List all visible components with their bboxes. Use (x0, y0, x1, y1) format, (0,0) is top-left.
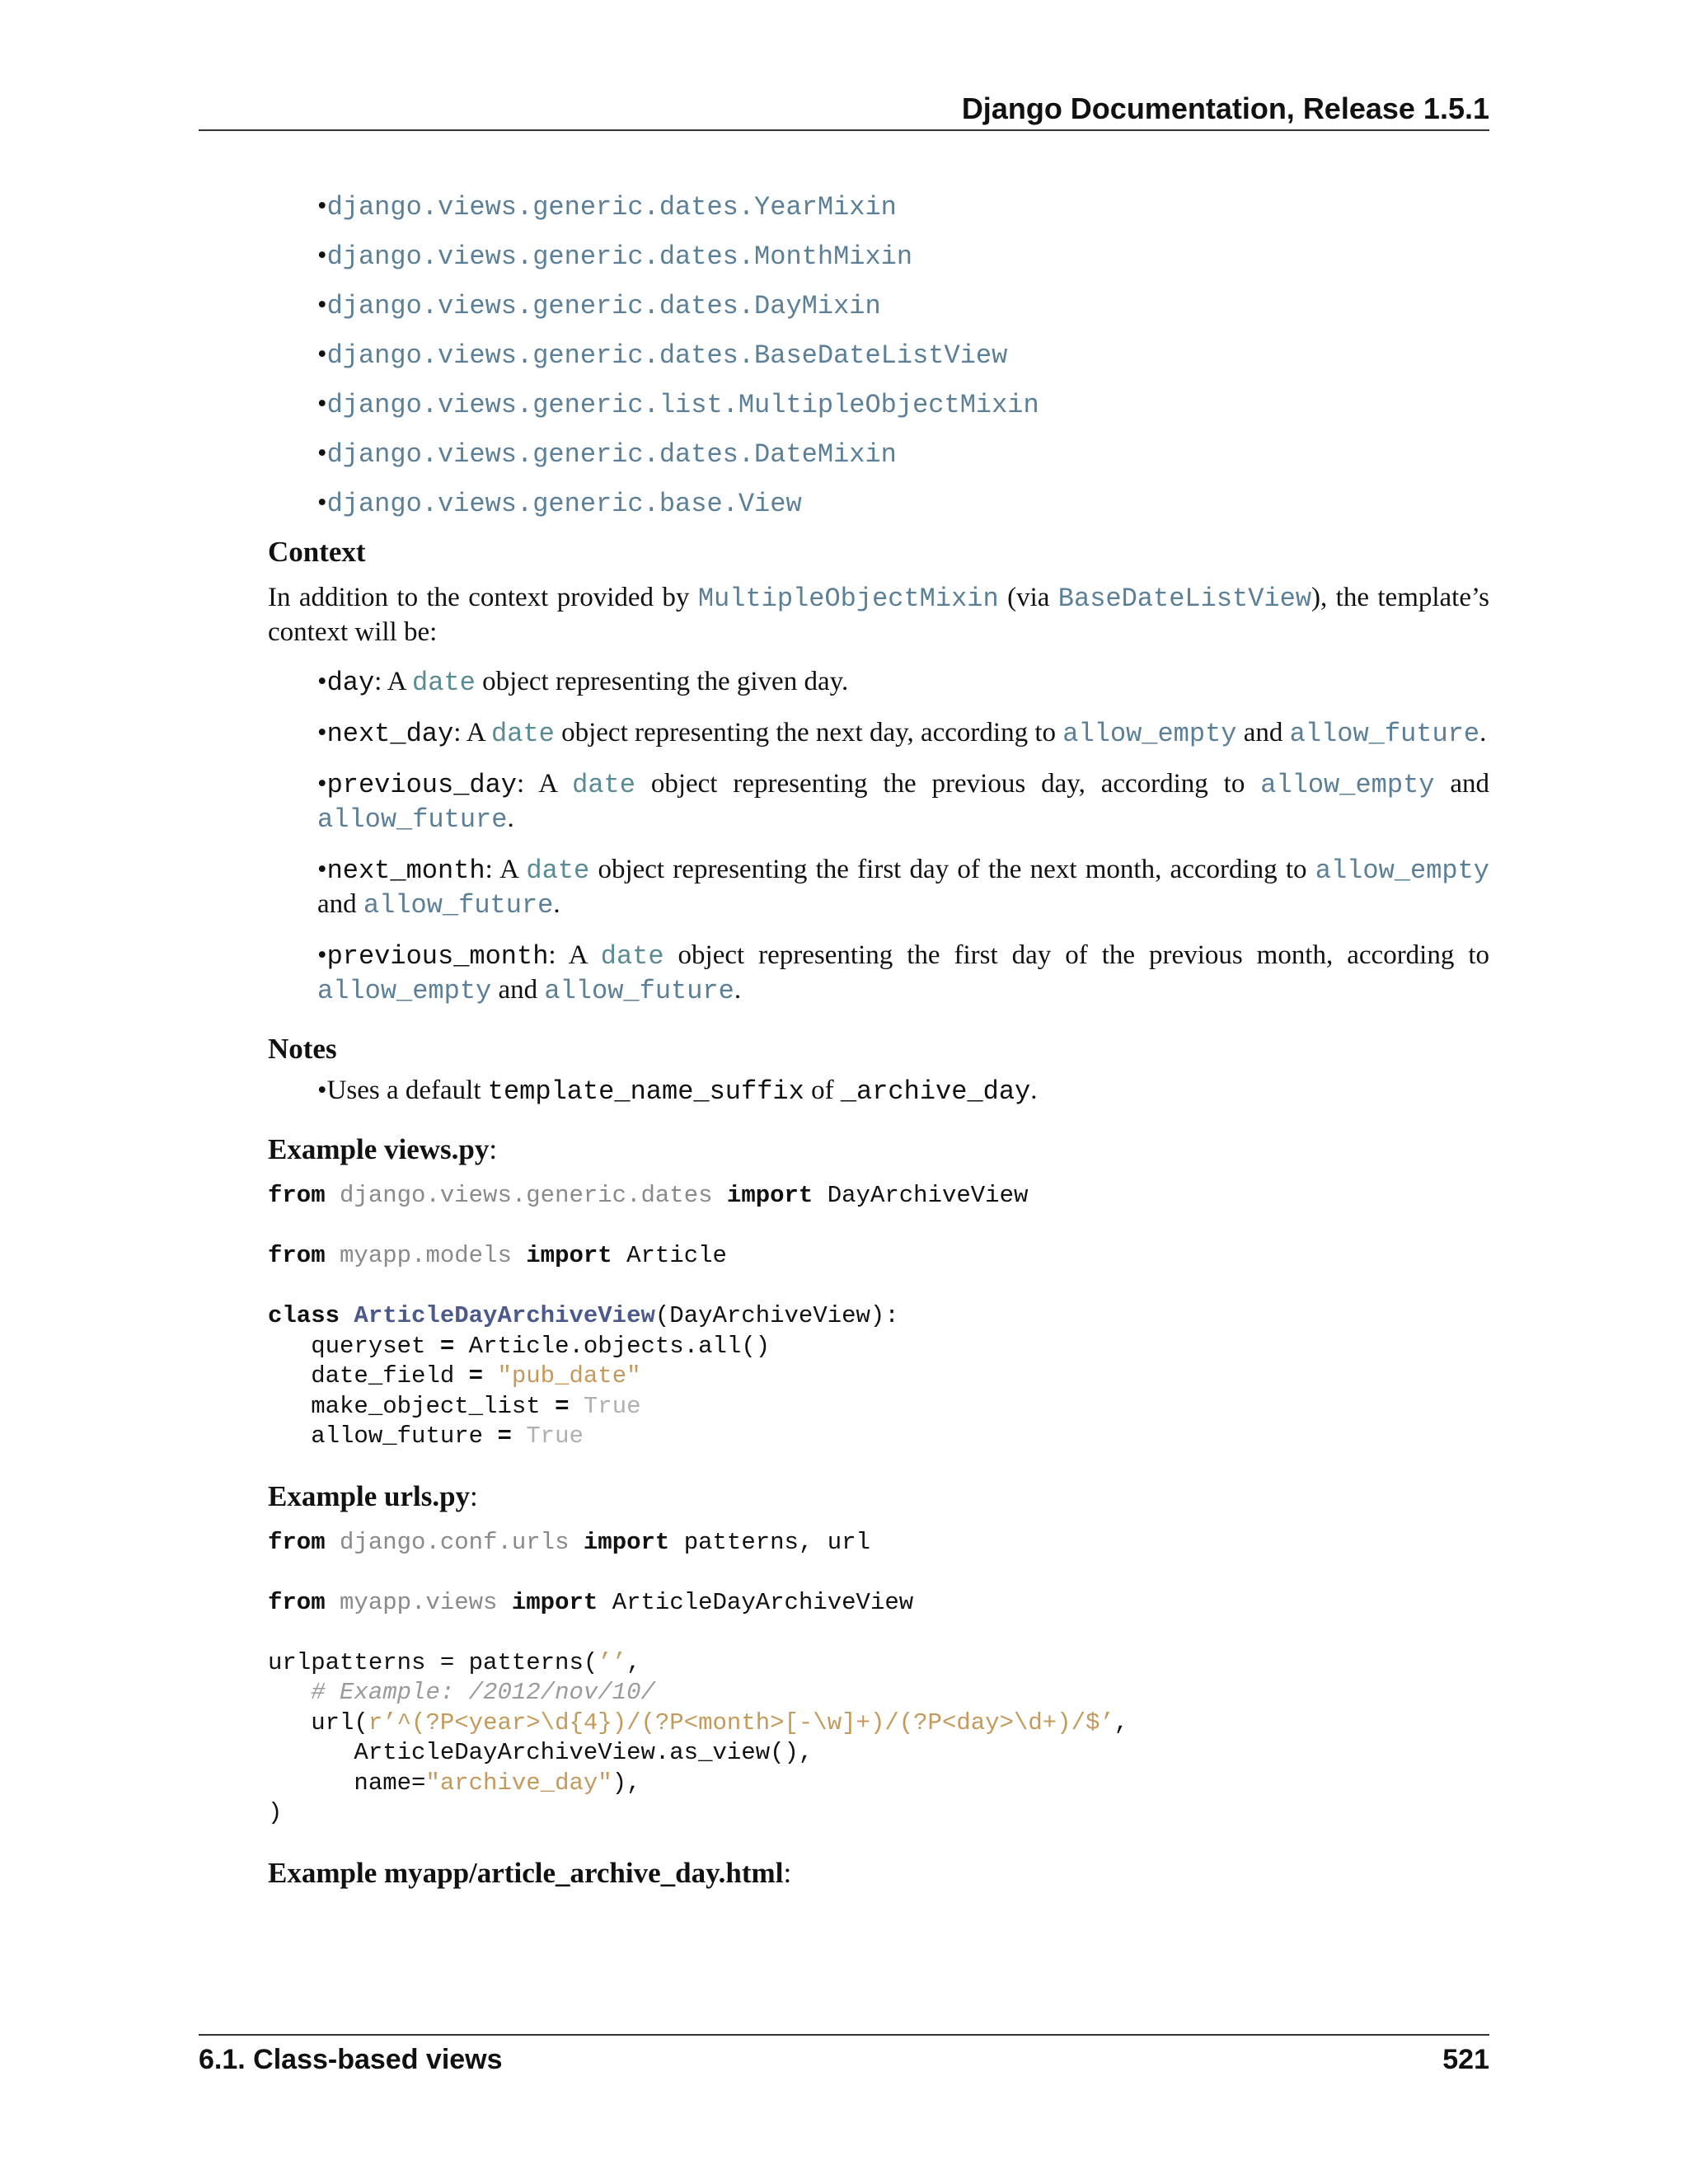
list-item: •django.views.generic.list.MultipleObjectMixin (317, 389, 1039, 420)
ancestor-link[interactable]: django.views.generic.dates.DateMixin (326, 439, 897, 470)
code-module: myapp.models (340, 1242, 512, 1269)
item-text: and (1236, 718, 1290, 748)
code-comment: # Example: /2012/nov/10/ (311, 1679, 655, 1706)
allow-empty-link[interactable]: allow_empty (317, 976, 492, 1006)
code-string: "archive_day" (425, 1769, 612, 1797)
basedatelistview-link[interactable]: BaseDateListView (1057, 583, 1312, 614)
allow-empty-link[interactable]: allow_empty (1062, 719, 1237, 749)
item-text: object representing the first day of the previous month, according to (663, 940, 1490, 970)
item-text: : A (374, 667, 413, 696)
page-number: 521 (1442, 2044, 1489, 2075)
item-text: . (734, 975, 742, 1005)
context-intro (268, 581, 1489, 649)
code-class-name: ArticleDayArchiveView (354, 1302, 655, 1329)
heading-colon: : (489, 1133, 498, 1165)
list-item: •day: A date object representing the given day. (317, 667, 849, 698)
code-name: ArticleDayArchiveView (612, 1588, 914, 1616)
date-literal: date (572, 770, 635, 800)
item-text: : A (517, 769, 573, 799)
heading-colon: : (783, 1856, 792, 1889)
code-keyword: import (526, 1242, 612, 1269)
code-text: , (626, 1648, 641, 1676)
date-literal: date (600, 941, 664, 972)
heading-text: Example urls.py (268, 1479, 471, 1512)
footer-section-title: 6.1. Class-based views (199, 2044, 503, 2075)
list-item: •previous_month: A date object representing the first day of the previous month, according to allow_empty and allow_future. (317, 940, 1490, 1006)
code-attr: make_object_list (311, 1392, 541, 1420)
ancestor-link[interactable]: django.views.generic.dates.MonthMixin (326, 241, 913, 272)
ancestor-list (317, 181, 1489, 527)
list-item: •next_day: A date object representing the next day, according to allow_empty and allow_future. (317, 718, 1487, 749)
heading-text: Example myapp/article_archive_day.html (268, 1856, 784, 1889)
code-class-base: (DayArchiveView): (654, 1302, 899, 1329)
code-operator: = (555, 1392, 570, 1420)
code-module: myapp.views (340, 1588, 498, 1616)
item-text: : A (485, 855, 527, 884)
code-name: patterns, url (683, 1528, 870, 1556)
item-text: and (491, 975, 545, 1005)
code-constant: True (583, 1392, 641, 1420)
allow-empty-link[interactable]: allow_empty (1260, 770, 1435, 800)
context-heading: Context (268, 536, 366, 568)
item-text: : A (548, 940, 601, 970)
code-operator: = (439, 1332, 455, 1360)
code-keyword: class (268, 1302, 340, 1329)
list-item: •django.views.generic.base.View (317, 488, 802, 519)
context-variable-list (317, 665, 1489, 1008)
allow-empty-link[interactable]: allow_empty (1315, 855, 1489, 886)
example-urls-heading (268, 1472, 1489, 1521)
ancestor-link[interactable]: django.views.generic.dates.DayMixin (326, 291, 881, 321)
code-name: Article (626, 1242, 727, 1269)
item-text: object representing the first day of the next month, according to (589, 855, 1315, 884)
code-value: Article.objects.all() (468, 1332, 771, 1360)
archive-day-code: _archive_day (840, 1076, 1031, 1107)
notes-text: of (804, 1076, 841, 1105)
template-name-suffix-code: template_name_suffix (487, 1076, 804, 1107)
date-literal: date (412, 668, 476, 698)
code-name: DayArchiveView (827, 1182, 1029, 1209)
list-item: •django.views.generic.dates.YearMixin (317, 191, 897, 223)
page-body (268, 181, 1489, 1898)
item-text: . (553, 889, 560, 919)
example-template-heading (268, 1849, 1489, 1898)
list-item: •django.views.generic.dates.BaseDateListView (317, 340, 1008, 371)
date-literal: date (491, 719, 555, 749)
example-views-heading (268, 1125, 1489, 1174)
code-attr: queryset (311, 1332, 426, 1360)
urls-code-block (268, 1528, 1489, 1829)
allow-future-link[interactable]: allow_future (544, 976, 734, 1006)
ancestor-link[interactable]: django.views.generic.dates.YearMixin (326, 192, 897, 223)
code-keyword: import (511, 1588, 598, 1616)
code-text: urlpatterns = patterns( (268, 1648, 598, 1676)
variable-name: previous_day (326, 770, 517, 800)
code-text: ArticleDayArchiveView.as_view(), (354, 1739, 814, 1766)
list-item: •next_month: A date object representing the first day of the next month, according to allow_empty and allow_future. (317, 855, 1489, 921)
footer-rule (199, 2034, 1489, 2036)
code-text: ), (612, 1769, 641, 1797)
item-text: and (317, 889, 363, 919)
notes-heading: Notes (268, 1033, 337, 1065)
code-regex: r’^(?P<year>\d{4})/(?P<month>[-\w]+)/(?P<day>\d+)/$’ (368, 1708, 1114, 1736)
intro-text: ), the template’s context will be: (268, 583, 1489, 647)
ancestor-link[interactable]: django.views.generic.base.View (326, 489, 802, 519)
code-operator: = (468, 1362, 484, 1390)
code-keyword: from (268, 1588, 326, 1616)
ancestor-link[interactable]: django.views.generic.dates.BaseDateListView (326, 340, 1008, 371)
list-item: •django.views.generic.dates.DayMixin (317, 290, 881, 321)
variable-name: previous_month (326, 941, 549, 972)
header-rule (199, 129, 1489, 131)
notes-list (317, 1074, 1489, 1108)
list-item: •django.views.generic.dates.MonthMixin (317, 241, 913, 272)
variable-name: day (326, 668, 375, 698)
item-text: object representing the given day. (475, 667, 849, 696)
code-keyword: from (268, 1182, 326, 1209)
running-header: Django Documentation, Release 1.5.1 (961, 91, 1489, 125)
allow-future-link[interactable]: allow_future (1289, 719, 1480, 749)
code-keyword: import (726, 1182, 814, 1209)
item-text: object representing the previous day, according to (635, 769, 1261, 799)
code-string: ’’ (598, 1648, 627, 1676)
allow-future-link[interactable]: allow_future (363, 890, 554, 921)
date-literal: date (526, 855, 590, 886)
item-text: object representing the next day, according to (554, 718, 1063, 748)
item-text: and (1434, 769, 1489, 799)
item-text: . (507, 804, 514, 833)
code-constant: True (526, 1422, 584, 1450)
item-text: . (1479, 718, 1487, 748)
views-code-block (268, 1181, 1489, 1452)
code-text: ) (268, 1799, 283, 1826)
code-attr: allow_future (311, 1422, 484, 1450)
variable-name: next_day (326, 719, 454, 749)
intro-text: (via (998, 583, 1058, 612)
code-text: url( (311, 1708, 368, 1736)
code-keyword: import (583, 1528, 670, 1556)
list-item: •Uses a default template_name_suffix of _archive_day. (317, 1076, 1038, 1107)
ancestor-link[interactable]: django.views.generic.list.MultipleObjectMixin (326, 390, 1039, 420)
code-keyword: from (268, 1242, 326, 1269)
intro-text: In addition to the context provided by (268, 583, 698, 612)
code-attr: date_field (311, 1362, 455, 1390)
code-text: name= (354, 1769, 426, 1797)
code-module: django.views.generic.dates (340, 1182, 713, 1209)
code-operator: = (497, 1422, 512, 1450)
list-item: •django.views.generic.dates.DateMixin (317, 438, 897, 470)
allow-future-link[interactable]: allow_future (317, 804, 508, 835)
code-keyword: from (268, 1528, 326, 1556)
list-item: •previous_day: A date object representing the previous day, according to allow_empty and allow_future. (317, 769, 1489, 835)
heading-colon: : (470, 1479, 478, 1512)
notes-text: . (1030, 1076, 1038, 1105)
notes-text: Uses a default (326, 1076, 488, 1105)
heading-text: Example views.py (268, 1133, 490, 1165)
code-text: , (1114, 1708, 1129, 1736)
variable-name: next_month (326, 855, 485, 886)
item-text: : A (453, 718, 492, 748)
multipleobjectmixin-link[interactable]: MultipleObjectMixin (697, 583, 999, 614)
code-module: django.conf.urls (340, 1528, 570, 1556)
code-string: "pub_date" (497, 1362, 641, 1390)
